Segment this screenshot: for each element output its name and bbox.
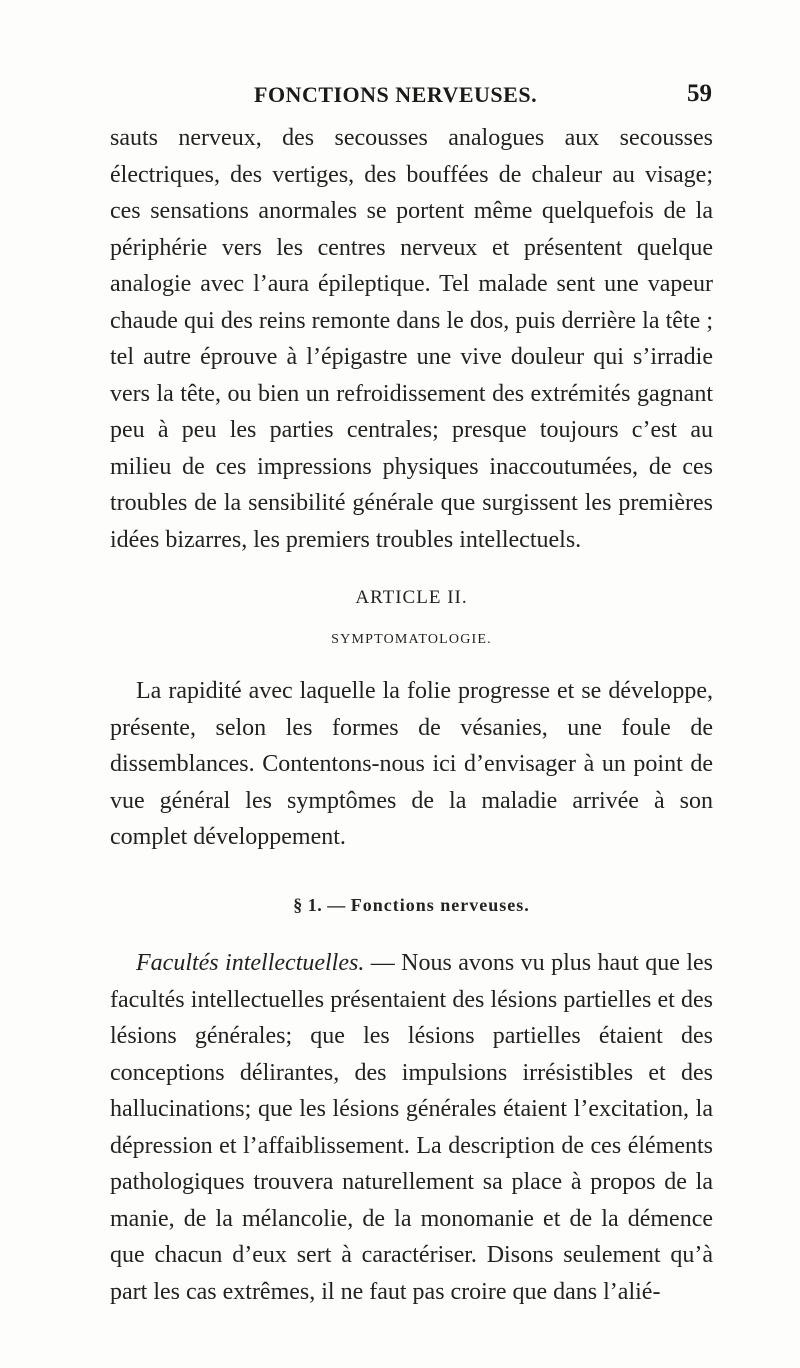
article-heading: ARTICLE II. <box>355 587 468 608</box>
section-title: Fonctions nerveuses. <box>350 895 530 915</box>
section-number: § 1. <box>293 895 323 915</box>
section-dash: — <box>327 895 346 915</box>
paragraph-2: La rapidité avec laquelle la folie progresse et se développe, présente, selon les formes de vésanies, une foule de dissemblances. Contentons-nous ici d’envisager à un point de vue général les symptômes de la maladie arrivée à son complet développement. <box>110 678 713 850</box>
article-subtitle: SYMPTOMATOLOGIE. <box>331 632 492 647</box>
paragraph-3 <box>110 945 713 1310</box>
running-title: FONCTIONS NERVEUSES. <box>254 82 538 107</box>
paragraph-3-lead: Facultés intellectuelles. <box>136 950 365 976</box>
paragraph-1: sauts nerveux, des secousses analogues aux secousses électriques, des vertiges, des bouffées de chaleur au visage; ces sensations anormales se portent même quelquefois de la périphérie vers les centres nerveux et présentent quelque analogie avec l’aura épileptique. Tel malade sent une vapeur chaude qui des reins remonte dans le dos, puis derrière la tête ; tel autre éprouve à l’épigastre une vive douleur qui s’irradie vers la tête, ou bien un refroidissement des extrémités gagnant peu à peu les parties centrales; presque toujours c’est au milieu de ces impressions physiques inaccoutumées, de ces troubles de la sensibilité générale que surgissent les premières idées bizarres, les premiers troubles intellectuels. <box>110 125 713 553</box>
running-head <box>112 82 712 112</box>
section-heading <box>110 895 713 916</box>
paragraph-3-text: — Nous avons vu plus haut que les facultés intellectuelles présentaient des lésions partielles et des lésions générales; que les lésions partielles étaient des conceptions délirantes, des impulsions irrésistibles et des hallucinations; que les lésions générales étaient l’excitation, la dépression et l’affaiblissement. La description de ces éléments pathologiques trouvera naturellement sa place à propos de la manie, de la mélancolie, de la monomanie et de la démence que chacun d’eux sert à caractériser. Disons seulement qu’à part les cas extrêmes, il ne faut pas croire que dans l’alié- <box>110 950 713 1305</box>
page-number: 59 <box>687 80 712 107</box>
